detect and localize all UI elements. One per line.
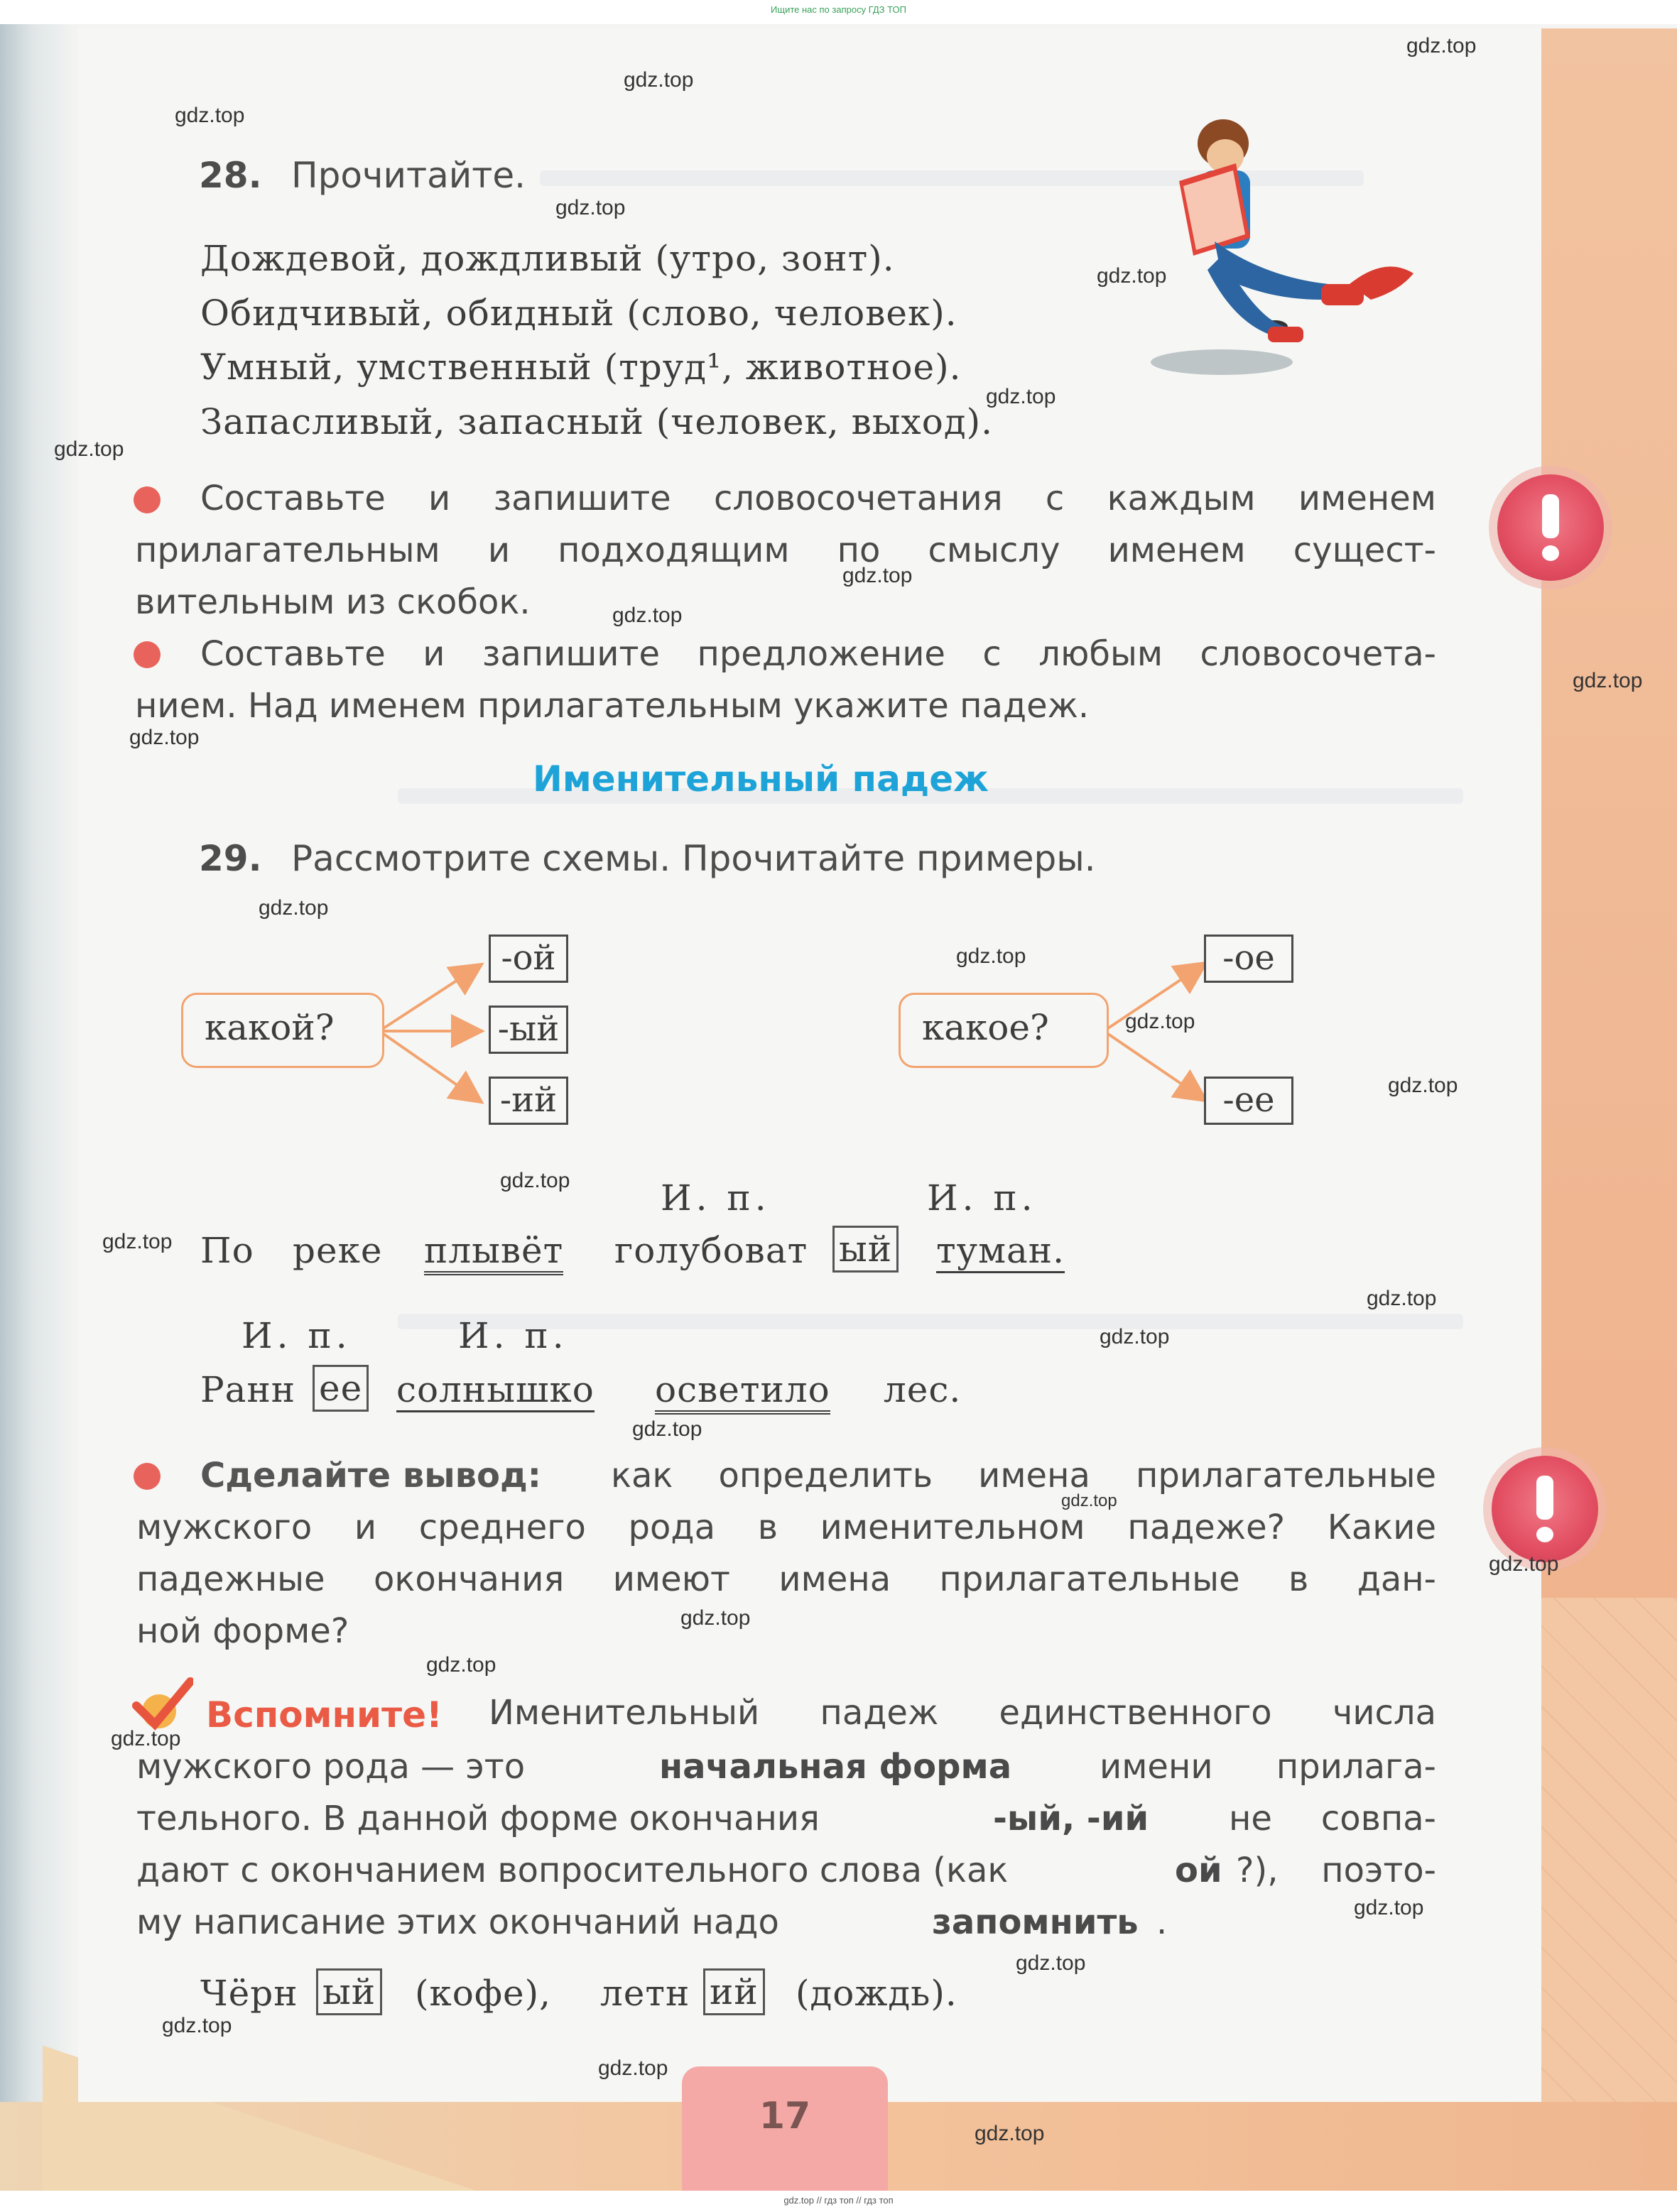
top-banner-text: Ищите нас по запросу ГДЗ ТОП: [771, 4, 906, 15]
watermark: gdz.top: [624, 68, 694, 92]
sentence-subject: солнышко: [396, 1369, 595, 1412]
page-spine-shadow: [0, 0, 78, 2212]
rule-emphasis: -ый, -ий: [993, 1799, 1149, 1838]
watermark: gdz.top: [842, 564, 913, 587]
watermark: gdz.top: [162, 2014, 232, 2037]
bullet-icon: [134, 486, 161, 513]
rule-text: му написание этих окончаний надо: [136, 1902, 779, 1942]
watermark: gdz.top: [54, 437, 124, 461]
rule-text: мужского рода — это: [136, 1747, 526, 1787]
exclamation-icon: [1492, 1456, 1598, 1562]
watermark: gdz.top: [632, 1417, 702, 1441]
checkmark-icon: [129, 1677, 193, 1734]
watermark: gdz.top: [975, 2122, 1045, 2145]
boy-reading-illustration: [1115, 114, 1456, 383]
section-heading: Именительный падеж: [533, 758, 989, 800]
task-text: Составьте и запишите словосочетания с каждым именем: [200, 479, 1436, 518]
sentence-subject: туман.: [936, 1230, 1065, 1273]
bullet-icon: [134, 641, 161, 668]
watermark: gdz.top: [426, 1653, 496, 1677]
ending-box: -ее: [1204, 1077, 1293, 1125]
sentence-word: Ранн: [200, 1369, 296, 1410]
bottom-banner-text: gdz.top // гдз топ // гдз топ: [783, 2195, 894, 2206]
ending-box: -ой: [489, 935, 568, 983]
task-text: вительным из скобок.: [135, 582, 531, 622]
sentence-word: По: [200, 1230, 254, 1271]
conclusion-text: как определить имена прилагательные: [611, 1456, 1436, 1495]
sentence-word: голубоват: [614, 1230, 808, 1271]
watermark: gdz.top: [1125, 1010, 1195, 1033]
case-label: И. п.: [458, 1315, 568, 1356]
rule-text: ?), поэто-: [1236, 1851, 1436, 1890]
sentence-word: лес.: [884, 1369, 962, 1410]
watermark: gdz.top: [680, 1606, 751, 1630]
scheme-arrows: [380, 952, 494, 1115]
ending-box: ее: [313, 1365, 369, 1412]
rule-emphasis: запомнить: [932, 1902, 1139, 1942]
question-word: какое?: [922, 1007, 1049, 1048]
watermark: gdz.top: [129, 726, 200, 749]
watermark: gdz.top: [1367, 1287, 1437, 1310]
watermark: gdz.top: [956, 944, 1026, 968]
task-text: прилагательным и подходящим по смыслу именем сущест-: [135, 530, 1436, 570]
exercise-number: 29.: [199, 838, 262, 879]
bullet-icon: [134, 1463, 161, 1490]
watermark: gdz.top: [102, 1230, 173, 1253]
case-label: И. п.: [241, 1315, 352, 1356]
watermark: gdz.top: [598, 2056, 668, 2080]
watermark: gdz.top: [986, 385, 1056, 408]
watermark: gdz.top: [259, 896, 329, 920]
case-label: И. п.: [661, 1177, 771, 1219]
page-number: 17: [759, 2095, 811, 2137]
watermark: gdz.top: [111, 1727, 181, 1750]
watermark: gdz.top: [1097, 264, 1167, 288]
conclusion-text: ной форме?: [136, 1611, 349, 1651]
sentence-predicate: плывёт: [424, 1230, 563, 1275]
ending-box: ый: [832, 1226, 899, 1273]
conclusion-label: Сделайте вывод:: [200, 1456, 541, 1495]
ending-box: -ый: [489, 1006, 568, 1054]
rule-text: тельного. В данной форме окончания: [136, 1799, 820, 1838]
question-word: какой?: [205, 1007, 335, 1048]
rule-text: не совпа-: [1229, 1799, 1436, 1838]
sentence-predicate: осветило: [655, 1369, 830, 1415]
ending-box: -ий: [489, 1077, 568, 1125]
conclusion-text: падежные окончания имеют имена прилагательные в дан-: [136, 1559, 1436, 1599]
example-word: (дождь).: [796, 1973, 957, 2014]
right-margin-pattern: [1541, 1598, 1677, 2187]
word-line: Запасливый, запасный (человек, выход).: [200, 401, 994, 442]
ending-box: ый: [316, 1968, 382, 2015]
example-word: летн: [600, 1973, 690, 2014]
example-word: (кофе),: [415, 1973, 551, 2014]
example-word: Чёрн: [200, 1973, 298, 2014]
watermark: gdz.top: [1388, 1074, 1458, 1097]
exercise-number: 28.: [199, 155, 262, 196]
rule-text: дают с окончанием вопросительного слова (как: [136, 1851, 1009, 1890]
watermark: gdz.top: [1100, 1325, 1170, 1349]
rule-emphasis: ой: [1175, 1851, 1222, 1890]
watermark: gdz.top: [555, 196, 626, 219]
word-line: Умный, умственный (труд¹, животное).: [200, 347, 962, 388]
word-line: Дождевой, дождливый (утро, зонт).: [200, 238, 895, 279]
watermark: gdz.top: [1406, 34, 1477, 58]
watermark: gdz.top: [1354, 1896, 1424, 1919]
conclusion-text: мужского и среднего рода в именительном падеже? Какие: [136, 1508, 1436, 1547]
word-line: Обидчивый, обидный (слово, человек).: [200, 293, 957, 334]
sentence-word: реке: [293, 1230, 383, 1271]
watermark: gdz.top: [1489, 1552, 1559, 1576]
watermark: gdz.top: [1016, 1951, 1086, 1975]
task-text: нием. Над именем прилагательным укажите падеж.: [135, 686, 1090, 726]
top-banner: [0, 0, 1677, 24]
watermark: gdz.top: [612, 604, 683, 627]
page-number-tab: [682, 2066, 888, 2208]
remember-label: Вспомните!: [206, 1694, 443, 1736]
rule-emphasis: начальная форма: [659, 1747, 1012, 1787]
exclamation-icon: [1497, 474, 1604, 581]
rule-text: .: [1156, 1902, 1168, 1942]
ending-box: -ое: [1204, 935, 1293, 983]
watermark: gdz.top: [175, 104, 245, 127]
watermark: gdz.top: [1061, 1491, 1117, 1510]
exercise-instruction: Рассмотрите схемы. Прочитайте примеры.: [291, 838, 1096, 879]
rule-text: Именительный падеж единственного числа: [489, 1693, 1436, 1733]
watermark: gdz.top: [500, 1169, 570, 1192]
exercise-instruction: Прочитайте.: [291, 155, 526, 196]
ending-box: ий: [703, 1968, 765, 2015]
task-text: Составьте и запишите предложение с любым словосочета-: [200, 634, 1436, 674]
bottom-banner: [0, 2191, 1677, 2212]
watermark: gdz.top: [1573, 669, 1643, 692]
case-label: И. п.: [927, 1177, 1037, 1219]
rule-text: имени прилага-: [1100, 1747, 1436, 1787]
